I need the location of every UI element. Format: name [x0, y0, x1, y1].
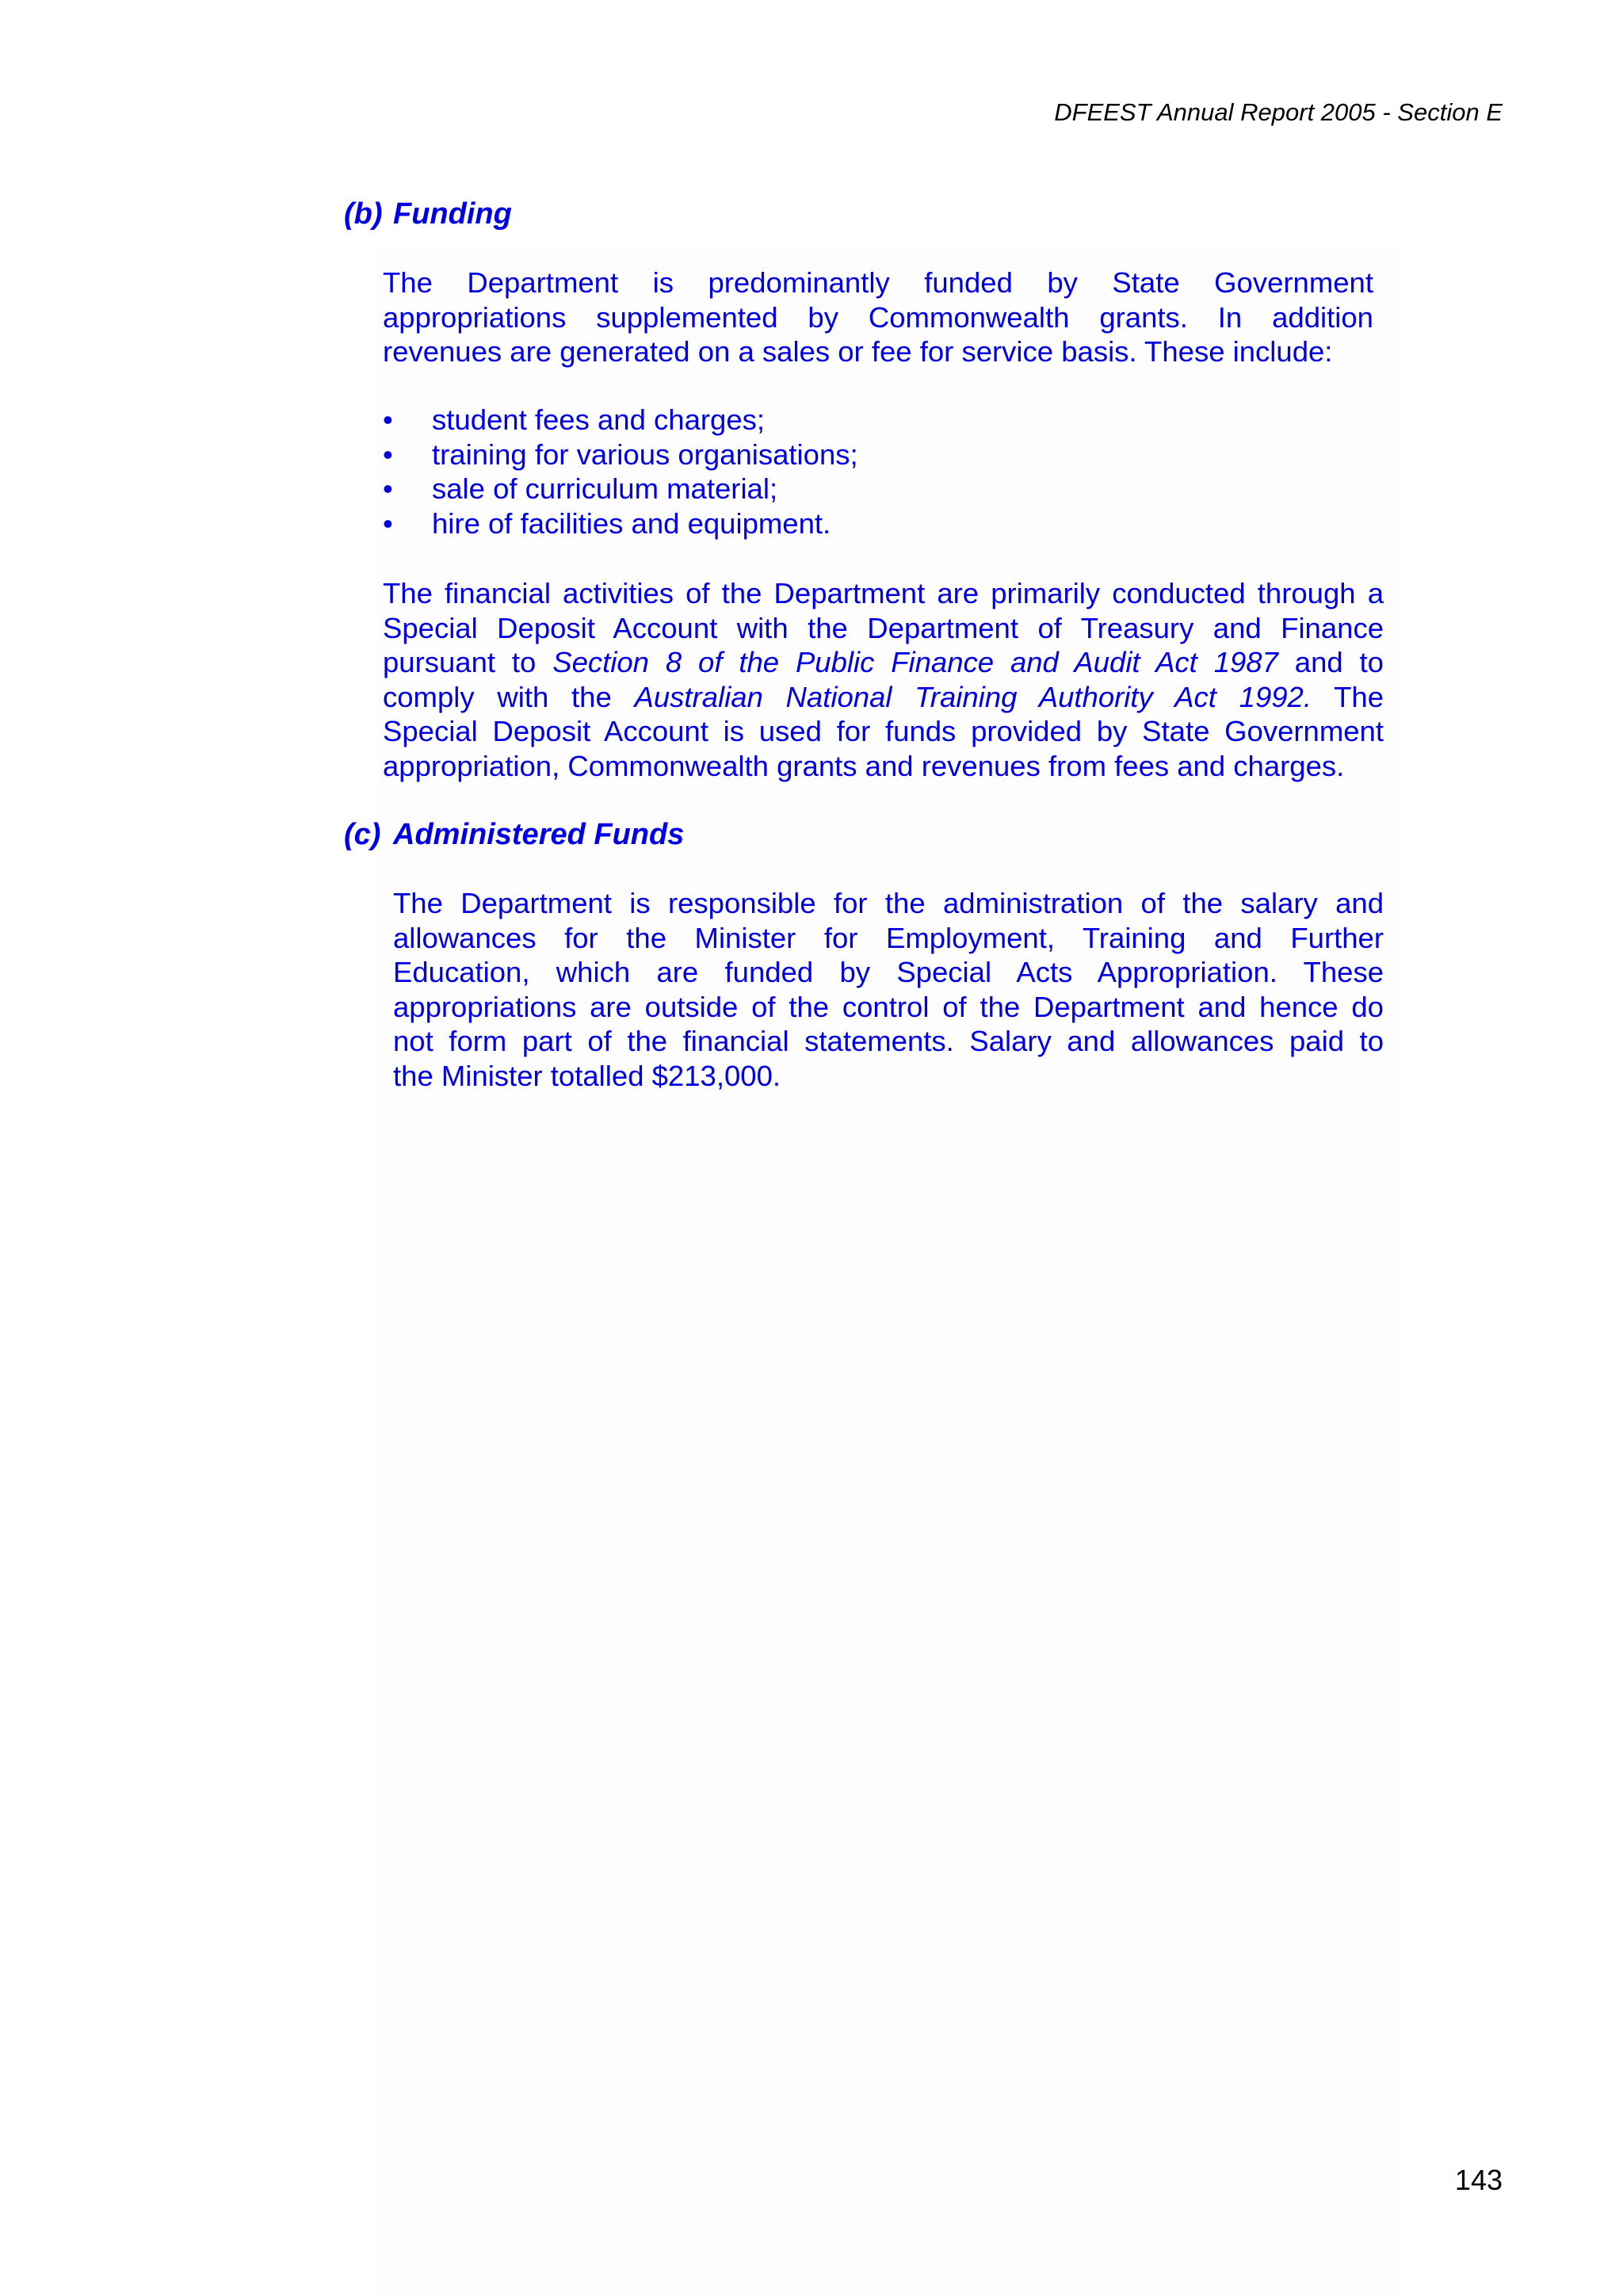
administered-funds-paragraph: [393, 886, 1384, 1094]
list-item-text: sale of curriculum material;: [432, 472, 778, 506]
page-shade: [376, 246, 1399, 2296]
list-item-text: training for various organisations;: [432, 437, 858, 471]
paragraph-line: appropriation, Commonwealth grants and revenues from fees and charges.: [383, 749, 1345, 782]
paragraph-line: [383, 645, 1384, 680]
funding-intro-line: revenues are generated on a sales or fee for service basis. These include:: [383, 335, 1333, 369]
bullet-icon: •: [383, 506, 393, 540]
text-run: pursuant to: [383, 646, 537, 679]
bullet-icon: •: [383, 437, 393, 471]
paragraph-line: The Department is responsible for the administration of the salary and: [393, 887, 1384, 919]
paragraph-line: the Minister totalled $213,000.: [393, 1059, 781, 1092]
text-run: and to: [1294, 646, 1384, 679]
paragraph-line: Special Deposit Account is used for funds provided by State Government: [383, 715, 1384, 748]
funding-intro-line: The Department is predominantly funded by State Government: [383, 266, 1373, 299]
list-item-text: hire of facilities and equipment.: [432, 506, 831, 540]
list-item: [383, 506, 858, 541]
section-b-label: (b): [344, 197, 383, 231]
list-item: [383, 472, 858, 506]
section-b-title: Funding: [393, 197, 512, 231]
paragraph-line: The financial activities of the Department are primarily conducted through a: [383, 577, 1384, 609]
list-item: [383, 403, 858, 437]
revenue-list: [383, 403, 858, 541]
section-b-heading: [344, 197, 512, 231]
bullet-icon: •: [383, 472, 393, 506]
running-header: DFEEST Annual Report 2005 - Section E: [1054, 98, 1503, 126]
list-item-text: student fees and charges;: [432, 403, 766, 436]
bullet-icon: •: [383, 403, 393, 436]
paragraph-line: Special Deposit Account with the Department of Treasury and Finance: [383, 611, 1384, 644]
paragraph-line: Education, which are funded by Special Acts Appropriation. These: [393, 956, 1384, 989]
paragraph-line: appropriations are outside of the control of the Department and hence do: [393, 990, 1384, 1023]
act-citation: Australian National Training Authority Act 1992.: [634, 680, 1312, 713]
funding-intro-line: appropriations supplemented by Commonwealth grants. In addition: [383, 300, 1373, 334]
paragraph-line: allowances for the Minister for Employment, Training and Further: [393, 921, 1384, 954]
paragraph-line: [383, 680, 1384, 715]
text-run: The: [1334, 680, 1384, 713]
funding-intro: [383, 266, 1373, 369]
list-item: [383, 437, 858, 472]
act-citation: Section 8 of the Public Finance and Audit Act 1987: [552, 646, 1278, 679]
section-c-label: (c): [344, 818, 381, 851]
page-number: 143: [1454, 2164, 1503, 2196]
funding-special-deposit: [383, 576, 1384, 784]
paragraph-line: not form part of the financial statements. Salary and allowances paid to: [393, 1025, 1384, 1058]
section-c-heading: [344, 817, 684, 852]
text-run: comply with the: [383, 680, 612, 713]
section-c-title: Administered Funds: [393, 818, 685, 851]
